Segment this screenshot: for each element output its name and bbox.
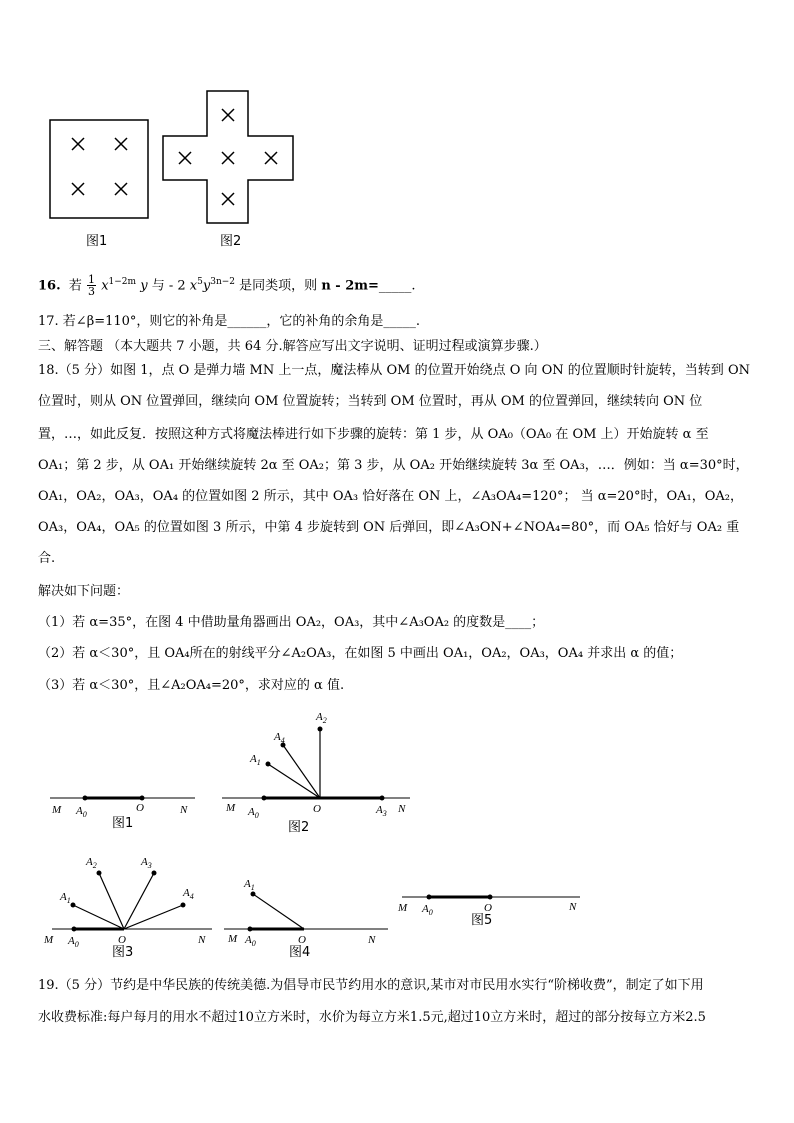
svg-text:A4: $A_4$ (183, 887, 194, 901)
q18-part-3: （3）若 α＜30°，且∠A₂OA₄=20°，求对应的 α 值. (38, 678, 345, 693)
diagram-fig1 (50, 796, 195, 832)
fig2-caption: 图2 (288, 820, 310, 835)
svg-text:A0: $A_0$ (68, 935, 79, 949)
svg-text:O: O (136, 802, 144, 814)
solve-heading: 解决如下问题： (38, 584, 130, 599)
svg-text:A0: $A_0$ (245, 934, 256, 948)
q18-part-1: （1）若 α=35°，在图 4 中借助量角器画出 OA₂，OA₃，其中∠A₃OA₂ 的度数是____； (38, 615, 545, 630)
fig1-square (50, 120, 148, 218)
svg-text:A0: $A_0$ (248, 806, 259, 820)
fraction-one-third: $\frac{1}{3}$ (88, 273, 96, 299)
svg-text:M: M (44, 934, 54, 946)
svg-text:N: N (198, 934, 206, 946)
svg-text:A1: $A_1$ (244, 878, 255, 892)
svg-text:O: O (298, 934, 306, 946)
svg-text:M: M (226, 802, 236, 814)
q18-line: OA₃，OA₄，OA₅ 的位置如图 3 所示，中第 4 步旋转到 ON 后弹回，即∠A₃ON+∠NOA₄=80°，而 OA₅ 恰好与 OA₂ 重 (38, 520, 740, 535)
svg-text:A2: $A_2$ (86, 856, 97, 870)
fig3-caption: 图3 (112, 945, 134, 960)
svg-text:N: N (180, 804, 188, 816)
diagram-fig3 (43, 856, 212, 960)
diagram-fig5 (397, 895, 580, 929)
svg-text:A3: $A_3$ (141, 856, 152, 870)
top-figures (40, 85, 310, 255)
diagram-fig2 (222, 711, 410, 835)
svg-text:O: O (118, 934, 126, 946)
fig4-caption: 图4 (289, 945, 311, 960)
fig1-marks (72, 138, 127, 195)
svg-text:M: M (398, 902, 408, 914)
svg-text:M: M (52, 804, 62, 816)
svg-text:O: O (484, 902, 492, 914)
svg-text:A1: $A_1$ (60, 891, 71, 905)
fig2-marks (179, 109, 277, 205)
q18-line: 置，…，如此反复．按照这种方式将魔法棒进行如下步骤的旋转：第 1 步，从 OA₀（OA₀ 在 OM 上）开始旋转 α 至 (38, 427, 709, 442)
svg-text:N: N (569, 901, 577, 913)
q19-line: 19.（5 分）节约是中华民族的传统美德.为倡导市民节约用水的意识,某市对市民用水实行“阶梯收费”，制定了如下用 (38, 978, 704, 993)
svg-text:O: O (313, 803, 321, 815)
q18-part-2: （2）若 α＜30°，且 OA₄所在的射线平分∠A₂OA₃，在如图 5 中画出 OA₁，OA₂，OA₃，OA₄ 并求出 α 的值； (38, 646, 683, 661)
q18-line: OA₁；第 2 步，从 OA₁ 开始继续旋转 2α 至 OA₂；第 3 步，从 OA₂ 开始继续旋转 3α 至 OA₃，…．例如：当 α=30°时， (38, 458, 749, 473)
svg-text:A2: $A_2$ (316, 711, 327, 725)
question-16: 16. 若 $\frac{1}{3}$ $x^{1-2m}$ y 与 - 2 $x^5y^{3n-2}$ 是同类项，则 n - 2m=_____. (38, 273, 416, 299)
diagram-fig4 (224, 878, 388, 960)
fig2-caption: 图2 (220, 234, 242, 249)
fig5-caption: 图5 (471, 913, 493, 928)
svg-text:N: N (368, 934, 376, 946)
svg-text:A0: $A_0$ (76, 805, 87, 819)
section-heading: 三、解答题 （本大题共 7 小题，共 64 分.解答应写出文字说明、证明过程或演算步骤.） (38, 339, 547, 354)
svg-text:A3: $A_3$ (376, 804, 387, 818)
question-17: 17. 若∠β=110°，则它的补角是______，它的补角的余角是_____. (38, 314, 421, 329)
rotation-diagrams (0, 700, 794, 970)
q18-line: 合. (38, 551, 56, 566)
fig1-caption: 图1 (112, 816, 134, 831)
svg-text:M: M (228, 933, 238, 945)
q18-line: 18.（5 分）如图 1，点 O 是弹力墙 MN 上一点，魔法棒从 OM 的位置开始绕点 O 向 ON 的位置顺时针旋转，当转到 ON (38, 363, 750, 378)
svg-text:A1: $A_1$ (250, 753, 261, 767)
q19-line: 水收费标准:每户每月的用水不超过10立方米时，水价为每立方米1.5元,超过10立方米时，超过的部分按每立方米2.5 (38, 1010, 706, 1025)
svg-text:A4: $A_4$ (274, 731, 285, 745)
q18-line: 位置时，则从 ON 位置弹回，继续向 OM 位置旋转；当转到 OM 位置时，再从 OM 的位置弹回，继续转向 ON 位 (38, 394, 703, 409)
fig1-caption: 图1 (86, 234, 108, 249)
q18-line: OA₁，OA₂，OA₃，OA₄ 的位置如图 2 所示，其中 OA₃ 恰好落在 ON 上，∠A₃OA₄=120°； 当 α=20°时，OA₁，OA₂， (38, 489, 743, 504)
svg-text:A0: $A_0$ (422, 903, 433, 917)
svg-text:N: N (398, 803, 406, 815)
